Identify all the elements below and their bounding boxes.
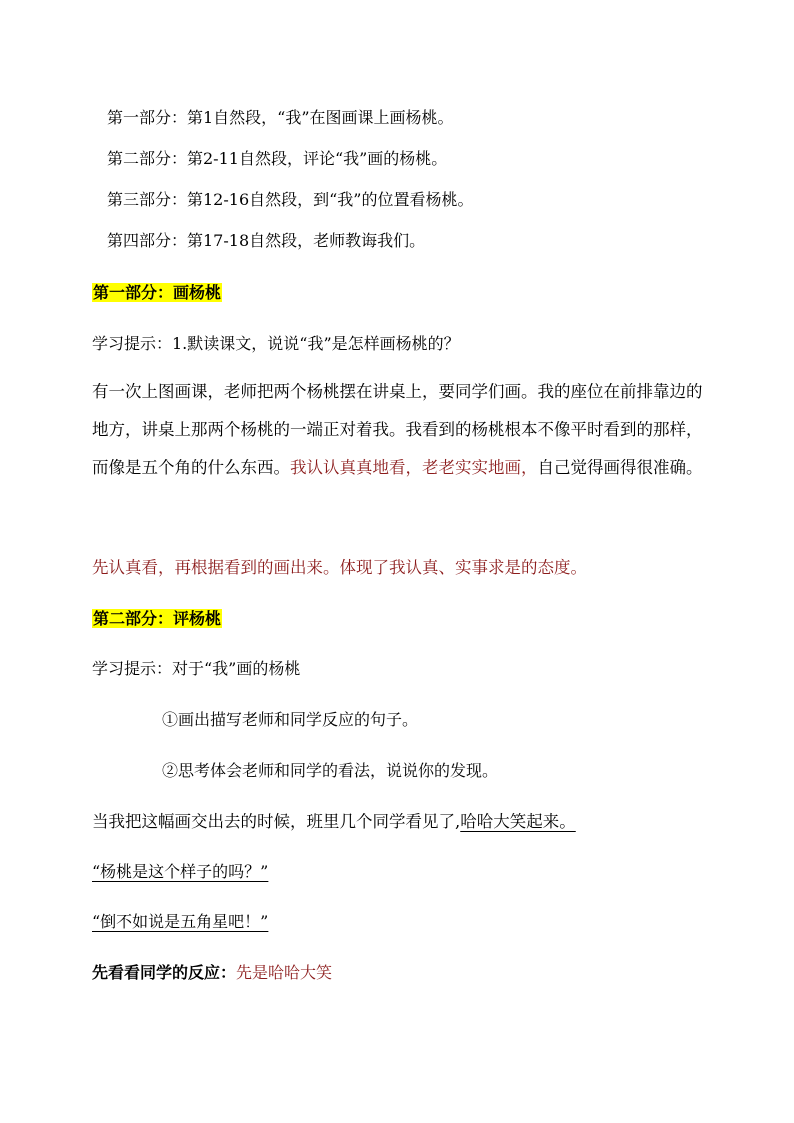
quote-1: “杨桃是这个样子的吗？” <box>92 862 269 881</box>
passage-red: 我认认真真地看，老老实实地画， <box>290 458 538 477</box>
section1-summary: 先认真看，再根据看到的画出来。体现了我认真、实事求是的态度。 <box>92 558 587 577</box>
section2-sentence <box>92 811 576 833</box>
reaction-label: 先看看同学的反应： <box>92 963 237 982</box>
sentence-plain: 当我把这幅画交出去的时候，班里几个同学看见了, <box>92 812 461 831</box>
reaction-value: 先是哈哈大笑 <box>236 963 333 982</box>
passage-end: 自己觉得画得很准确。 <box>537 458 703 477</box>
reaction-line <box>92 962 332 984</box>
outline-item-4: 第四部分：第17-18自然段，老师教诲我们。 <box>107 231 426 250</box>
outline-item-2: 第二部分：第2-11自然段，评论“我”画的杨桃。 <box>107 149 448 168</box>
section1-passage <box>92 373 714 487</box>
quote-2: “倒不如说是五角星吧！” <box>92 912 269 931</box>
section1-heading-row <box>92 282 222 304</box>
section1-heading: 第一部分：画杨桃 <box>93 283 222 302</box>
section2-tip: 学习提示：对于“我”画的杨桃 <box>92 659 301 678</box>
section1-tip: 学习提示：1.默读课文，说说“我”是怎样画杨桃的？ <box>92 334 460 353</box>
section2-heading: 第二部分：评杨桃 <box>93 609 222 628</box>
passage-plain: 有一次上图画课，老师把两个杨桃摆在讲桌上，要同学们画。我的座位在前排靠边的地方，讲桌上那两个杨桃的一端正对着我。我看到的杨桃根本不像平时看到的那样，而像是五个角的什么东西。 <box>92 382 703 477</box>
section2-sub-2: ②思考体会老师和同学的看法，说说你的发现。 <box>162 761 499 780</box>
sentence-underlined: 哈哈大笑起来。 <box>460 812 576 831</box>
section2-heading-row <box>92 608 222 630</box>
outline-item-1: 第一部分：第1自然段，“我”在图画课上画杨桃。 <box>107 108 454 127</box>
outline-item-3: 第三部分：第12-16自然段，到“我”的位置看杨桃。 <box>107 190 474 209</box>
section2-sub-1: ①画出描写老师和同学反应的句子。 <box>162 710 419 729</box>
